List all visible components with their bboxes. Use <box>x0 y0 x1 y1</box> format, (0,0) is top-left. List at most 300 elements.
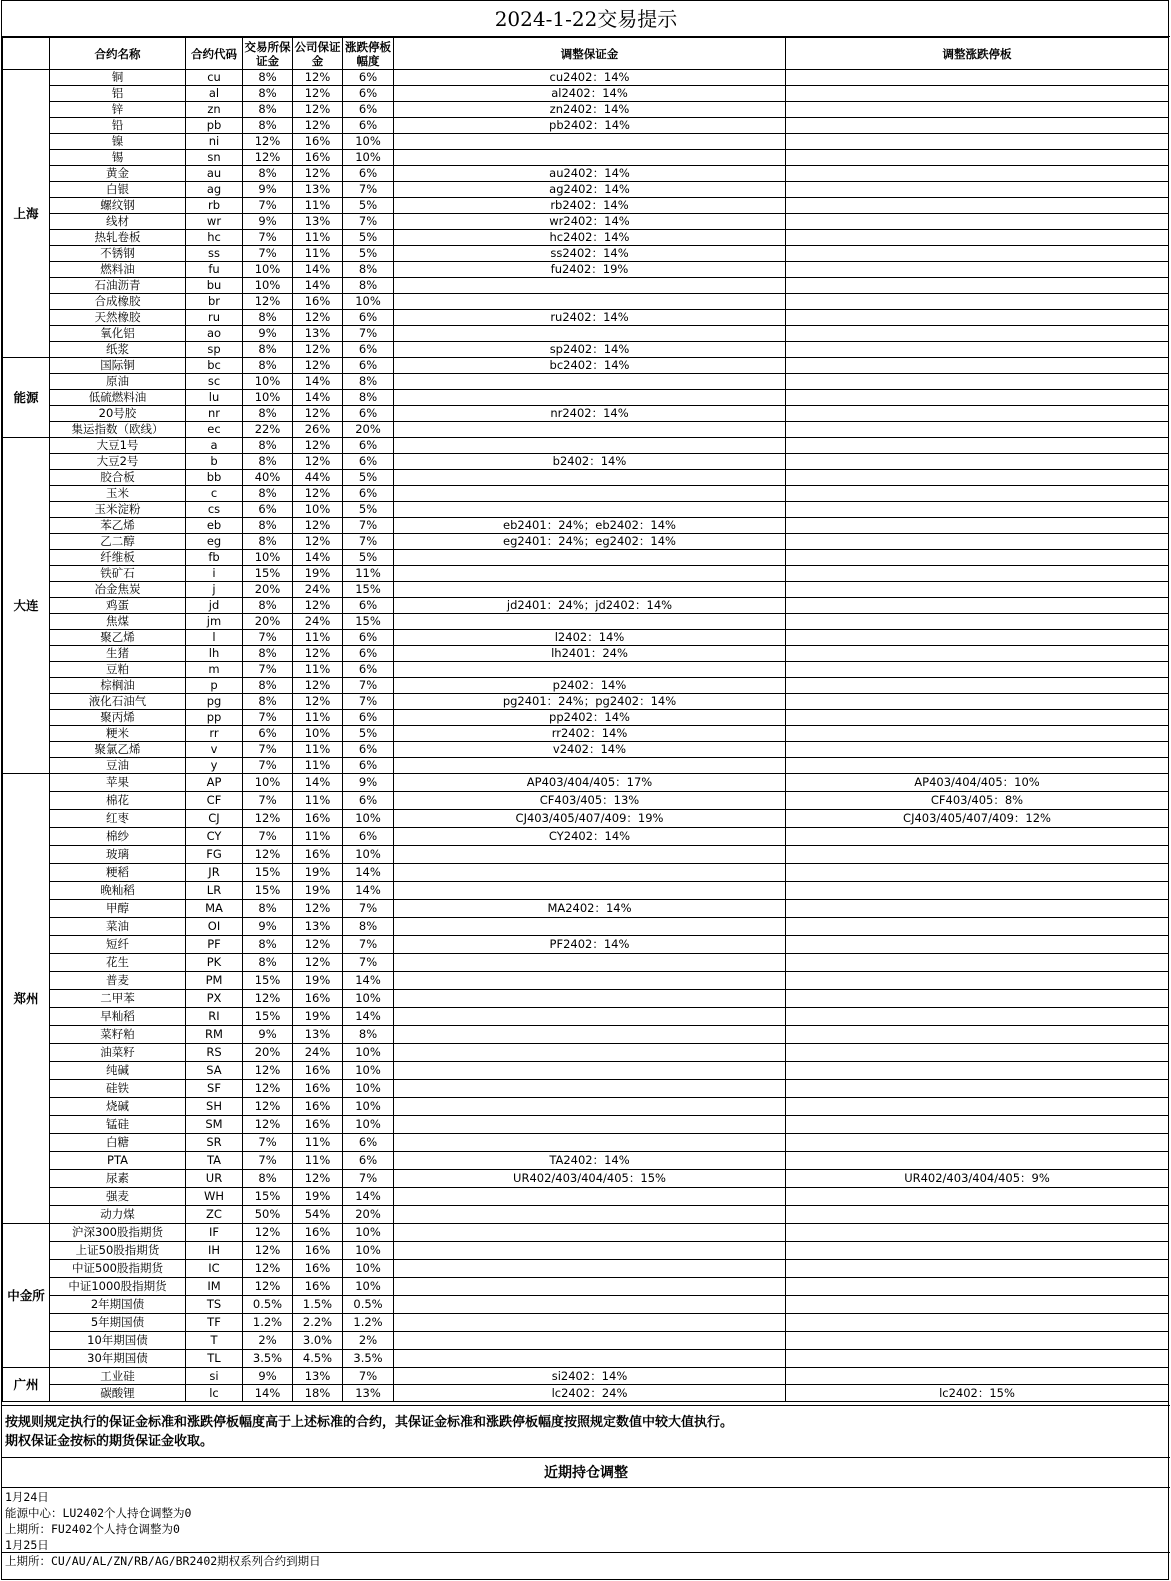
adjust-margin-cell <box>394 326 786 342</box>
company-margin-cell: 14% <box>293 374 343 390</box>
adjust-limit-cell <box>786 1332 1169 1350</box>
limit-cell: 6% <box>343 70 394 86</box>
company-margin-cell: 44% <box>293 470 343 486</box>
adjust-limit-cell <box>786 390 1169 406</box>
name-cell: 硅铁 <box>50 1080 186 1098</box>
adjust-margin-cell: v2402：14% <box>394 742 786 758</box>
table-row <box>3 1278 1169 1296</box>
table-row <box>3 1134 1169 1152</box>
code-cell: fu <box>186 262 243 278</box>
adjust-limit-cell <box>786 1062 1169 1080</box>
code-cell: cs <box>186 502 243 518</box>
exchange-margin-cell: 12% <box>243 1116 293 1134</box>
table-row <box>3 1368 1169 1385</box>
exchange-margin-cell: 8% <box>243 646 293 662</box>
adjust-limit-cell <box>786 954 1169 972</box>
table-row <box>3 582 1169 598</box>
exchange-margin-cell: 7% <box>243 710 293 726</box>
adjust-margin-cell: lc2402：24% <box>394 1385 786 1402</box>
limit-cell: 5% <box>343 246 394 262</box>
adjust-limit-cell <box>786 326 1169 342</box>
adjust-limit-cell <box>786 1206 1169 1224</box>
company-margin-cell: 11% <box>293 198 343 214</box>
name-cell: 沪深300股指期货 <box>50 1224 186 1242</box>
exchange-margin-cell: 12% <box>243 1224 293 1242</box>
code-cell: bu <box>186 278 243 294</box>
table-row <box>3 1098 1169 1116</box>
name-cell: 动力煤 <box>50 1206 186 1224</box>
company-margin-cell: 16% <box>293 294 343 310</box>
company-margin-cell: 12% <box>293 438 343 454</box>
position-adjust-list <box>2 1489 1170 1569</box>
limit-cell: 10% <box>343 134 394 150</box>
limit-cell: 7% <box>343 694 394 710</box>
exchange-margin-cell: 20% <box>243 614 293 630</box>
code-cell: fb <box>186 550 243 566</box>
exchange-margin-cell: 2% <box>243 1332 293 1350</box>
margin-table <box>2 37 1169 1402</box>
table-row <box>3 406 1169 422</box>
exchange-margin-cell: 8% <box>243 86 293 102</box>
table-row <box>3 1116 1169 1134</box>
name-cell: 烧碱 <box>50 1098 186 1116</box>
name-cell: 20号胶 <box>50 406 186 422</box>
adjust-limit-cell <box>786 310 1169 326</box>
limit-cell: 5% <box>343 502 394 518</box>
company-margin-cell: 16% <box>293 990 343 1008</box>
adjust-margin-cell: wr2402：14% <box>394 214 786 230</box>
adjust-margin-cell: nr2402：14% <box>394 406 786 422</box>
company-margin-cell: 19% <box>293 864 343 882</box>
company-margin-cell: 12% <box>293 936 343 954</box>
adjust-margin-cell <box>394 150 786 166</box>
adjust-margin-cell: PF2402：14% <box>394 936 786 954</box>
name-cell: 花生 <box>50 954 186 972</box>
name-cell: 胶合板 <box>50 470 186 486</box>
adjust-limit-cell <box>786 374 1169 390</box>
exchange-cell: 广州 <box>3 1368 50 1402</box>
name-cell: 不锈钢 <box>50 246 186 262</box>
exchange-margin-cell: 10% <box>243 390 293 406</box>
table-row <box>3 1008 1169 1026</box>
header-limit: 涨跌停板幅度 <box>343 38 394 70</box>
adjust-margin-cell: jd2401：24%；jd2402：14% <box>394 598 786 614</box>
exchange-margin-cell: 8% <box>243 406 293 422</box>
adjust-margin-cell: al2402：14% <box>394 86 786 102</box>
company-margin-cell: 12% <box>293 694 343 710</box>
limit-cell: 7% <box>343 936 394 954</box>
code-cell: OI <box>186 918 243 936</box>
code-cell: zn <box>186 102 243 118</box>
company-margin-cell: 13% <box>293 1368 343 1385</box>
header-row <box>3 38 1169 70</box>
table-row <box>3 918 1169 936</box>
limit-cell: 14% <box>343 972 394 990</box>
limit-cell: 5% <box>343 230 394 246</box>
limit-cell: 13% <box>343 1385 394 1402</box>
code-cell: eb <box>186 518 243 534</box>
company-margin-cell: 19% <box>293 972 343 990</box>
table-row <box>3 438 1169 454</box>
limit-cell: 15% <box>343 614 394 630</box>
company-margin-cell: 54% <box>293 1206 343 1224</box>
exchange-margin-cell: 12% <box>243 1278 293 1296</box>
table-row <box>3 374 1169 390</box>
adjust-limit-cell <box>786 262 1169 278</box>
table-row <box>3 972 1169 990</box>
exchange-margin-cell: 7% <box>243 246 293 262</box>
adjust-limit-cell <box>786 1188 1169 1206</box>
exchange-margin-cell: 7% <box>243 758 293 774</box>
adjust-limit-cell <box>786 1260 1169 1278</box>
table-row <box>3 954 1169 972</box>
exchange-margin-cell: 8% <box>243 310 293 326</box>
adjust-limit-cell <box>786 598 1169 614</box>
code-cell: al <box>186 86 243 102</box>
limit-cell: 10% <box>343 846 394 864</box>
position-adjust-title: 近期持仓调整 <box>2 1458 1170 1488</box>
adjust-limit-cell <box>786 230 1169 246</box>
exchange-margin-cell: 8% <box>243 534 293 550</box>
adjust-limit-cell <box>786 214 1169 230</box>
table-row <box>3 166 1169 182</box>
company-margin-cell: 11% <box>293 1152 343 1170</box>
adjust-limit-cell <box>786 614 1169 630</box>
table-row <box>3 310 1169 326</box>
exchange-margin-cell: 7% <box>243 198 293 214</box>
exchange-margin-cell: 15% <box>243 1008 293 1026</box>
code-cell: lu <box>186 390 243 406</box>
limit-cell: 9% <box>343 774 394 792</box>
name-cell: 玉米 <box>50 486 186 502</box>
adjust-limit-cell <box>786 342 1169 358</box>
name-cell: 锰硅 <box>50 1116 186 1134</box>
adjust-limit-cell <box>786 582 1169 598</box>
exchange-margin-cell: 8% <box>243 936 293 954</box>
table-row <box>3 262 1169 278</box>
adjust-margin-cell: ag2402：14% <box>394 182 786 198</box>
table-row <box>3 742 1169 758</box>
table-row <box>3 486 1169 502</box>
exchange-margin-cell: 8% <box>243 454 293 470</box>
adjust-limit-cell <box>786 166 1169 182</box>
name-cell: 豆粕 <box>50 662 186 678</box>
code-cell: CY <box>186 828 243 846</box>
code-cell: RM <box>186 1026 243 1044</box>
adjust-margin-cell <box>394 614 786 630</box>
name-cell: 纸浆 <box>50 342 186 358</box>
table-row <box>3 1296 1169 1314</box>
adjust-margin-cell: TA2402：14% <box>394 1152 786 1170</box>
exchange-margin-cell: 9% <box>243 182 293 198</box>
name-cell: 棉纱 <box>50 828 186 846</box>
adjust-margin-cell: zn2402：14% <box>394 102 786 118</box>
adjust-margin-cell: l2402：14% <box>394 630 786 646</box>
limit-cell: 6% <box>343 598 394 614</box>
position-adjust-line: 1月25日 <box>5 1538 49 1552</box>
name-cell: 天然橡胶 <box>50 310 186 326</box>
adjust-limit-cell <box>786 102 1169 118</box>
table-row <box>3 1062 1169 1080</box>
code-cell: jm <box>186 614 243 630</box>
exchange-margin-cell: 10% <box>243 774 293 792</box>
limit-cell: 10% <box>343 810 394 828</box>
adjust-margin-cell <box>394 566 786 582</box>
limit-cell: 8% <box>343 278 394 294</box>
table-row <box>3 1314 1169 1332</box>
adjust-margin-cell <box>394 972 786 990</box>
company-margin-cell: 26% <box>293 422 343 438</box>
name-cell: 上证50股指期货 <box>50 1242 186 1260</box>
adjust-margin-cell: ru2402：14% <box>394 310 786 326</box>
company-margin-cell: 13% <box>293 1026 343 1044</box>
table-row <box>3 614 1169 630</box>
name-cell: 短纤 <box>50 936 186 954</box>
table-row <box>3 726 1169 742</box>
limit-cell: 6% <box>343 828 394 846</box>
limit-cell: 8% <box>343 390 394 406</box>
code-cell: i <box>186 566 243 582</box>
code-cell: SF <box>186 1080 243 1098</box>
exchange-margin-cell: 7% <box>243 742 293 758</box>
adjust-limit-cell <box>786 198 1169 214</box>
code-cell: RS <box>186 1044 243 1062</box>
adjust-margin-cell <box>394 1080 786 1098</box>
adjust-margin-cell: AP403/404/405：17% <box>394 774 786 792</box>
adjust-margin-cell <box>394 1134 786 1152</box>
code-cell: PF <box>186 936 243 954</box>
exchange-margin-cell: 22% <box>243 422 293 438</box>
adjust-margin-cell <box>394 1188 786 1206</box>
limit-cell: 11% <box>343 566 394 582</box>
adjust-margin-cell: lh2401：24% <box>394 646 786 662</box>
adjust-limit-cell <box>786 438 1169 454</box>
code-cell: IH <box>186 1242 243 1260</box>
name-cell: 原油 <box>50 374 186 390</box>
adjust-margin-cell <box>394 1026 786 1044</box>
adjust-margin-cell <box>394 470 786 486</box>
name-cell: 低硫燃料油 <box>50 390 186 406</box>
adjust-limit-cell <box>786 534 1169 550</box>
limit-cell: 10% <box>343 150 394 166</box>
exchange-margin-cell: 8% <box>243 70 293 86</box>
limit-cell: 6% <box>343 118 394 134</box>
company-margin-cell: 16% <box>293 1116 343 1134</box>
code-cell: br <box>186 294 243 310</box>
table-row <box>3 1260 1169 1278</box>
table-row <box>3 630 1169 646</box>
limit-cell: 6% <box>343 86 394 102</box>
name-cell: 铅 <box>50 118 186 134</box>
name-cell: 聚丙烯 <box>50 710 186 726</box>
company-margin-cell: 13% <box>293 182 343 198</box>
exchange-margin-cell: 40% <box>243 470 293 486</box>
header-company-margin: 公司保证金 <box>294 39 341 68</box>
table-row <box>3 646 1169 662</box>
code-cell: sc <box>186 374 243 390</box>
adjust-limit-cell <box>786 278 1169 294</box>
table-row <box>3 502 1169 518</box>
table-row <box>3 694 1169 710</box>
adjust-margin-cell <box>394 1008 786 1026</box>
exchange-margin-cell: 20% <box>243 1044 293 1062</box>
adjust-margin-cell: pg2401：24%；pg2402：14% <box>394 694 786 710</box>
adjust-margin-cell: au2402：14% <box>394 166 786 182</box>
name-cell: 玻璃 <box>50 846 186 864</box>
company-margin-cell: 11% <box>293 246 343 262</box>
name-cell: 聚氯乙烯 <box>50 742 186 758</box>
code-cell: lc <box>186 1385 243 1402</box>
company-margin-cell: 19% <box>293 1188 343 1206</box>
position-adjust-line: 能源中心：LU2402个人持仓调整为0 <box>5 1506 192 1520</box>
company-margin-cell: 13% <box>293 918 343 936</box>
company-margin-cell: 12% <box>293 900 343 918</box>
exchange-margin-cell: 8% <box>243 954 293 972</box>
company-margin-cell: 16% <box>293 846 343 864</box>
limit-cell: 6% <box>343 454 394 470</box>
name-cell: 冶金焦炭 <box>50 582 186 598</box>
exchange-margin-cell: 3.5% <box>243 1350 293 1368</box>
name-cell: 石油沥青 <box>50 278 186 294</box>
exchange-margin-cell: 9% <box>243 326 293 342</box>
name-cell: 粳稻 <box>50 864 186 882</box>
limit-cell: 14% <box>343 1188 394 1206</box>
company-margin-cell: 14% <box>293 390 343 406</box>
name-cell: 白银 <box>50 182 186 198</box>
company-margin-cell: 11% <box>293 710 343 726</box>
exchange-margin-cell: 9% <box>243 1026 293 1044</box>
exchange-margin-cell: 12% <box>243 294 293 310</box>
adjust-margin-cell <box>394 1044 786 1062</box>
company-margin-cell: 16% <box>293 1080 343 1098</box>
code-cell: lh <box>186 646 243 662</box>
limit-cell: 6% <box>343 742 394 758</box>
exchange-margin-cell: 7% <box>243 630 293 646</box>
limit-cell: 6% <box>343 358 394 374</box>
adjust-limit-cell <box>786 694 1169 710</box>
note-line: 期权保证金按标的期货保证金收取。 <box>5 1434 214 1449</box>
adjust-margin-cell <box>394 278 786 294</box>
exchange-margin-cell: 12% <box>243 1098 293 1116</box>
limit-cell: 7% <box>343 534 394 550</box>
exchange-margin-cell: 7% <box>243 1152 293 1170</box>
adjust-limit-cell: CF403/405：8% <box>786 792 1169 810</box>
name-cell: 鸡蛋 <box>50 598 186 614</box>
company-margin-cell: 18% <box>293 1385 343 1402</box>
company-margin-cell: 2.2% <box>293 1314 343 1332</box>
exchange-margin-cell: 15% <box>243 566 293 582</box>
name-cell: 铝 <box>50 86 186 102</box>
code-cell: SA <box>186 1062 243 1080</box>
code-cell: TF <box>186 1314 243 1332</box>
adjust-limit-cell <box>786 646 1169 662</box>
position-adjust-line: 1月24日 <box>5 1490 49 1504</box>
exchange-margin-cell: 15% <box>243 972 293 990</box>
limit-cell: 6% <box>343 166 394 182</box>
name-cell: 强麦 <box>50 1188 186 1206</box>
name-cell: 氧化铝 <box>50 326 186 342</box>
adjust-margin-cell: UR402/403/404/405：15% <box>394 1170 786 1188</box>
code-cell: MA <box>186 900 243 918</box>
name-cell: 国际铜 <box>50 358 186 374</box>
code-cell: UR <box>186 1170 243 1188</box>
adjust-limit-cell <box>786 246 1169 262</box>
adjust-limit-cell <box>786 758 1169 774</box>
table-row <box>3 792 1169 810</box>
name-cell: 棕榈油 <box>50 678 186 694</box>
name-cell: 中证500股指期货 <box>50 1260 186 1278</box>
limit-cell: 6% <box>343 438 394 454</box>
exchange-margin-cell: 7% <box>243 662 293 678</box>
code-cell: wr <box>186 214 243 230</box>
name-cell: 5年期国债 <box>50 1314 186 1332</box>
exchange-margin-cell: 12% <box>243 846 293 864</box>
adjust-limit-cell <box>786 134 1169 150</box>
table-row <box>3 1224 1169 1242</box>
adjust-limit-cell <box>786 182 1169 198</box>
name-cell: 聚乙烯 <box>50 630 186 646</box>
code-cell: CJ <box>186 810 243 828</box>
company-margin-cell: 12% <box>293 646 343 662</box>
header-exchange <box>3 38 50 70</box>
adjust-limit-cell: lc2402：15% <box>786 1385 1169 1402</box>
adjust-margin-cell <box>394 864 786 882</box>
adjust-margin-cell <box>394 954 786 972</box>
exchange-cell: 能源 <box>3 358 50 438</box>
table-row <box>3 182 1169 198</box>
exchange-margin-cell: 15% <box>243 882 293 900</box>
adjust-limit-cell <box>786 470 1169 486</box>
table-row <box>3 900 1169 918</box>
limit-cell: 7% <box>343 1170 394 1188</box>
name-cell: 二甲苯 <box>50 990 186 1008</box>
company-margin-cell: 13% <box>293 214 343 230</box>
table-row <box>3 278 1169 294</box>
code-cell: j <box>186 582 243 598</box>
name-cell: 尿素 <box>50 1170 186 1188</box>
table-row <box>3 882 1169 900</box>
limit-cell: 10% <box>343 1044 394 1062</box>
exchange-margin-cell: 50% <box>243 1206 293 1224</box>
code-cell: PX <box>186 990 243 1008</box>
exchange-margin-cell: 1.2% <box>243 1314 293 1332</box>
adjust-margin-cell <box>394 438 786 454</box>
exchange-margin-cell: 8% <box>243 518 293 534</box>
company-margin-cell: 4.5% <box>293 1350 343 1368</box>
adjust-limit-cell <box>786 1080 1169 1098</box>
name-cell: 纯碱 <box>50 1062 186 1080</box>
table-row <box>3 1026 1169 1044</box>
name-cell: 苹果 <box>50 774 186 792</box>
adjust-limit-cell <box>786 1026 1169 1044</box>
adjust-margin-cell <box>394 374 786 390</box>
adjust-limit-cell <box>786 1296 1169 1314</box>
name-cell: PTA <box>50 1152 186 1170</box>
name-cell: 黄金 <box>50 166 186 182</box>
code-cell: ao <box>186 326 243 342</box>
adjust-limit-cell <box>786 918 1169 936</box>
exchange-margin-cell: 8% <box>243 598 293 614</box>
adjust-limit-cell: AP403/404/405：10% <box>786 774 1169 792</box>
adjust-margin-cell <box>394 550 786 566</box>
limit-cell: 6% <box>343 792 394 810</box>
name-cell: 碳酸锂 <box>50 1385 186 1402</box>
exchange-margin-cell: 12% <box>243 1242 293 1260</box>
adjust-margin-cell <box>394 390 786 406</box>
company-margin-cell: 16% <box>293 810 343 828</box>
name-cell: 菜油 <box>50 918 186 936</box>
exchange-margin-cell: 12% <box>243 810 293 828</box>
